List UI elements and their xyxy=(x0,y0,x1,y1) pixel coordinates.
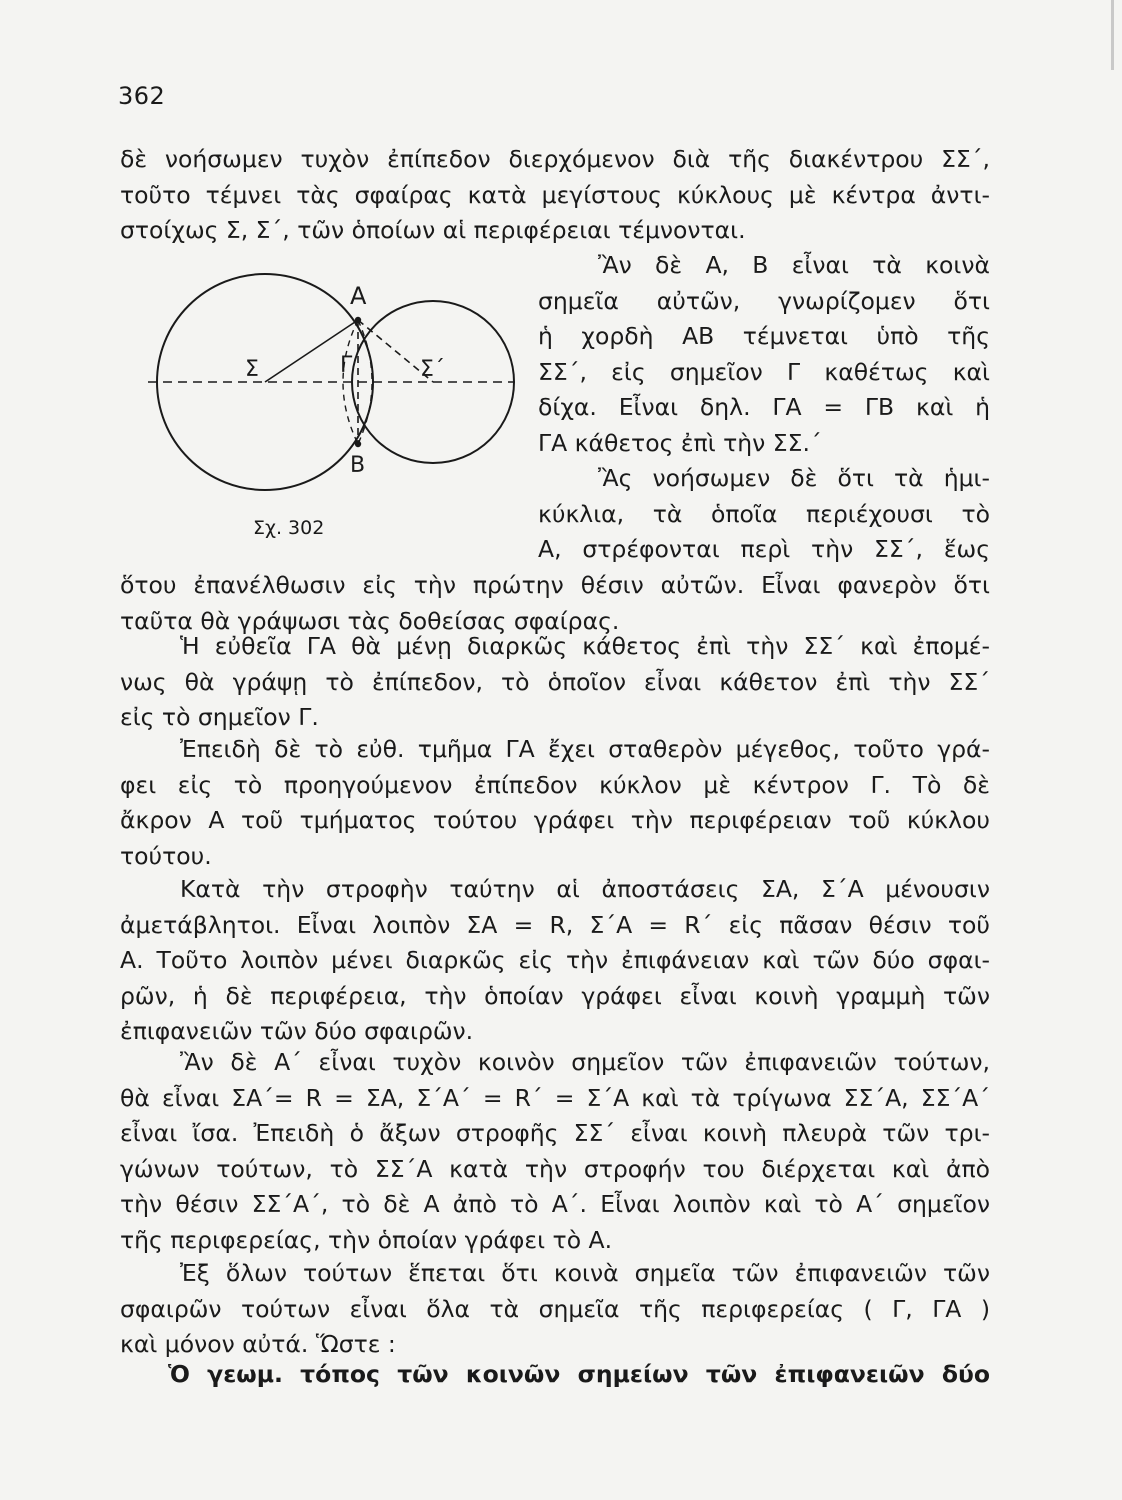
label-A: Α xyxy=(350,282,367,310)
text-line: φει εἰς τὸ προηγούμενον ἐπίπεδον κύκλον μὲ κέντρον Γ. Τὸ δὲ xyxy=(120,770,990,799)
text-line: θὰ εἶναι ΣΑ΄= R = ΣΑ, Σ΄Α΄ = R΄ = Σ΄Α καὶ τὰ τρίγωνα ΣΣ΄Α, ΣΣ΄Α΄ xyxy=(120,1083,990,1112)
text-line: Ἂν δὲ Α, Β εἶναι τὰ κοινὰ xyxy=(598,251,990,279)
paragraph-8 xyxy=(120,1256,990,1363)
label-B: Β xyxy=(350,453,366,478)
paragraph-4 xyxy=(120,629,990,736)
text-line: Α, στρέφονται περὶ τὴν ΣΣ΄, ἕως xyxy=(538,535,990,563)
text-line: νως θὰ γράψῃ τὸ ἐπίπεδον, τὸ ὁποῖον εἶναι κάθετον ἐπὶ τὴν ΣΣ΄ xyxy=(120,667,990,696)
text-line: ἐπιφανειῶν τῶν δύο σφαιρῶν. xyxy=(120,1017,474,1045)
paragraph-3-column xyxy=(538,461,990,568)
text-line: σημεῖα αὐτῶν, γνωρίζομεν ὅτι xyxy=(538,286,990,315)
label-Sigma: Σ xyxy=(245,357,259,382)
text-line: δὲ νοήσωμεν τυχὸν ἐπίπεδον διερχόμενον διὰ τῆς διακέντρου ΣΣ΄, xyxy=(120,145,990,173)
text-line: Ἡ εὐθεῖα ΓΑ θὰ μένῃ διαρκῶς κάθετος ἐπὶ τὴν ΣΣ΄ καὶ ἐπομέ- xyxy=(180,632,990,660)
point-B xyxy=(355,441,361,447)
text-line: Ἂν δὲ Α΄ εἶναι τυχὸν κοινὸν σημεῖον τῶν ἐπιφανειῶν τούτων, xyxy=(180,1048,990,1076)
point-A xyxy=(355,317,361,323)
text-line: ὅτου ἐπανέλθωσιν εἰς τὴν πρώτην θέσιν αὐτῶν. Εἶναι φανερὸν ὅτι xyxy=(120,571,990,599)
text-line: τούτου. xyxy=(120,841,212,870)
text-line: καὶ μόνον αὐτά. Ὥστε : xyxy=(120,1330,396,1358)
text-line: ΓΑ κάθετος ἐπὶ τὴν ΣΣ.΄ xyxy=(538,428,822,457)
paragraph-6 xyxy=(120,872,990,1050)
text-line: ρῶν, ἡ δὲ περιφέρεια, τὴν ὁποίαν γράφει εἶναι κοινὴ γραμμὴ τῶν xyxy=(120,981,990,1010)
text-line: σφαιρῶν τούτων εἶναι ὅλα τὰ σημεῖα τῆς περιφερείας ( Γ, ΓΑ ) xyxy=(120,1294,990,1323)
theorem-statement: Ὁ γεωμ. τόπος τῶν κοινῶν σημείων τῶν ἐπιφανειῶν δύο xyxy=(168,1360,990,1388)
text-line: Ἐξ ὅλων τούτων ἕπεται ὅτι κοινὰ σημεῖα τῶν ἐπιφανειῶν τῶν xyxy=(180,1259,990,1287)
text-line: ἄκρον Α τοῦ τμήματος τούτου γράφει τὴν περιφέρειαν τοῦ κύκλου xyxy=(120,806,990,834)
text-line: εἶναι ἴσα. Ἐπειδὴ ὁ ἄξων στροφῆς ΣΣ΄ εἶναι κοινὴ πλευρὰ τῶν τρι- xyxy=(120,1119,990,1147)
paragraph-2 xyxy=(538,248,990,461)
text-line: δίχα. Εἶναι δηλ. ΓΑ = ΓΒ καὶ ἡ xyxy=(538,393,990,421)
text-line: Α. Τοῦτο λοιπὸν μένει διαρκῶς εἰς τὴν ἐπιφάνειαν καὶ τῶν δύο σφαι- xyxy=(120,946,990,974)
text-line: ΣΣ΄, εἰς σημεῖον Γ καθέτως καὶ xyxy=(538,357,990,386)
text-line: Ἐπειδὴ δὲ τὸ εὐθ. τμῆμα ΓΑ ἔχει σταθερὸν μέγεθος, τοῦτο γρά- xyxy=(180,735,990,763)
text-line: Ἂς νοήσωμεν δὲ ὅτι τὰ ἡμι- xyxy=(598,464,990,492)
text-line: κύκλια, τὰ ὁποῖα περιέχουσι τὸ xyxy=(538,499,990,528)
page-number: 362 xyxy=(118,82,166,110)
figure-302-two-circles xyxy=(140,272,520,542)
text-line: Κατὰ τὴν στροφὴν ταύτην αἱ ἀποστάσεις ΣΑ, Σ΄Α μένουσιν xyxy=(180,875,990,903)
paragraph-5 xyxy=(120,732,990,874)
label-Gamma: Γ xyxy=(340,353,353,378)
text-line: εἰς τὸ σημεῖον Γ. xyxy=(120,703,319,731)
paragraph-1 xyxy=(120,142,990,249)
text-line: γώνων τούτων, τὸ ΣΣ΄Α κατὰ τὴν στροφήν του διέρχεται καὶ ἀπὸ xyxy=(120,1154,990,1183)
label-Sigma-prime: Σ΄ xyxy=(420,357,445,382)
text-line: ἀμετάβλητοι. Εἶναι λοιπὸν ΣΑ = R, Σ΄Α = R΄ εἰς πᾶσαν θέσιν τοῦ xyxy=(120,910,990,939)
text-line: ταῦτα θὰ γράψωσι τὰς δοθείσας σφαίρας. xyxy=(120,606,620,635)
text-line: στοίχως Σ, Σ΄, τῶν ὁποίων αἱ περιφέρειαι τέμνονται. xyxy=(120,216,746,244)
paragraph-7 xyxy=(120,1045,990,1258)
text-line: ἡ χορδὴ ΑΒ τέμνεται ὑπὸ τῆς xyxy=(538,322,990,350)
figure-caption: Σχ. 302 xyxy=(253,517,325,539)
scan-edge-mark xyxy=(1111,0,1114,70)
text-line: τὴν θέσιν ΣΣ΄Α΄, τὸ δὲ Α ἀπὸ τὸ Α΄. Εἶναι λοιπὸν καὶ τὸ Α΄ σημεῖον xyxy=(120,1190,990,1218)
text-line: τῆς περιφερείας, τὴν ὁποίαν γράφει τὸ Α. xyxy=(120,1225,613,1254)
text-line: τοῦτο τέμνει τὰς σφαίρας κατὰ μεγίστους κύκλους μὲ κέντρα ἀντι- xyxy=(120,180,990,209)
